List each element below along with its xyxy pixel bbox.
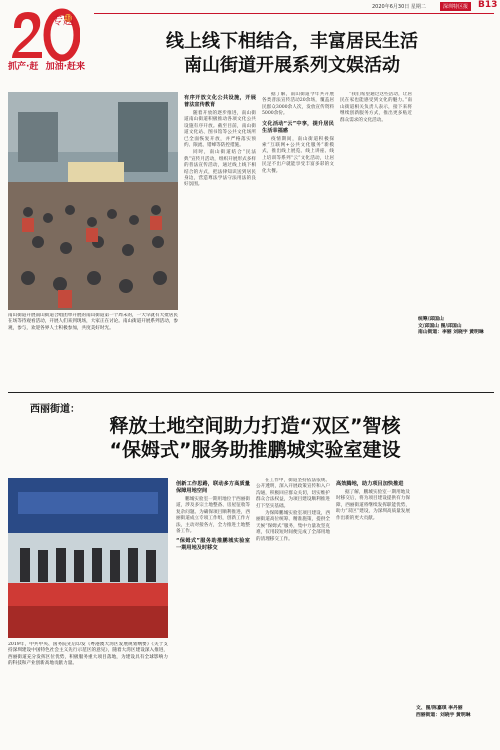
article1-photo-caption: 南山街道开展南山街道合唱团单开展的南山街道第一个周末的，一大早就有大批居民在场等待观看活动，开展人们来到现场，大家正在讨论。南山街道开展系列活动，参观，参与，欢迎各界人士积极参加，共度美好时光。	[8, 313, 178, 331]
article1-section2-heading: 文化活动“云”中享，提升居民生活幸福感	[262, 120, 334, 134]
article1-column-4	[418, 92, 494, 382]
article2-section2-heading: “保姆式”服务助推鹏城实验室一期用地及时移交	[176, 538, 250, 552]
brand-line-1: 抓产·赶	[8, 62, 39, 72]
article2-column-2	[256, 478, 330, 746]
article1-byline: 统筹/邱国山 文/邱国山 图/邱国山 南山街道：李丽 刘晓宇 黄明琳	[418, 317, 484, 335]
article1-s2-para2: “我们希望通过这些活动，让居民在家也能感受到文化的魅力。”南山街道相关负责人表示，接下来将继续创新服务方式，推出更多贴近群众需求的文化活动。	[340, 92, 412, 123]
article2-title-line1: 释放土地空间助力打造“双区”智核	[109, 415, 401, 437]
article2-title-line2: “保姆式”服务助推鹏城实验室建设	[109, 439, 401, 461]
article1-photo	[8, 92, 178, 310]
page-number: B13	[478, 0, 498, 10]
article1-s1-para3: 据了解，南山街道今年共开展各类普法宣传活动20余场，覆盖居民群众3000余人次，发放宣传资料5000余份。	[262, 92, 334, 117]
brand-tagline	[8, 62, 88, 73]
article1-section1-heading: 有序开放文化公共设施，开展普法宣传教育	[184, 95, 256, 108]
article2-byline: 文、图/陈嘉琪 李丹丽 西丽街道：刘晓宇 黄明琳	[416, 706, 471, 718]
article2-kicker: 西丽街道：	[30, 404, 80, 415]
article1-title	[92, 30, 492, 78]
article2-column-4	[416, 478, 494, 746]
article1-s2-para1: 疫情期间，南山街道积极探索“互联网+公共文化服务”新模式，推出线上展览、线上讲座、线上培训等系列“云”文化活动，让居民足不出户就能享受丰富多彩的文化大餐。	[262, 136, 334, 174]
brand-line-2: 加油·赶来	[45, 62, 85, 72]
header-rule	[94, 13, 494, 14]
article2-photo-caption: 2019年，中共中央、国务院先后印发《粤港澳大湾区发展规划纲要》《关于支持深圳建设中国特色社会主义先行示范区的意见》，随着大湾区建设深入推进，西丽街道充分发挥区位优势，积极服务重大项目落地，为建设具有全球影响力的科技和产业创新高地贡献力量。	[8, 642, 168, 667]
article2-column-1	[176, 478, 250, 746]
crowd-square-image	[8, 92, 178, 310]
article1-s1-para2: 同时，南山街道结合“民法典”宣传月活动，组织开展形式多样的普法宣传活动，通过线上线下相结合的方式，把法律知识送到居民身边，营造尊法学法守法用法的良好氛围。	[184, 150, 256, 188]
article2-column-3	[336, 478, 410, 746]
article2-s3-para1: 据了解，鹏城实验室一期用地及时移交后，将为项目建设提供有力保障，西丽街道将继续发挥职能优势，助力“双区”建设，为深圳高质量发展作出新的更大贡献。	[336, 490, 410, 521]
article1-column-3	[340, 92, 412, 382]
article1-title-line1: 线上线下相结合，丰富居民生活	[166, 31, 418, 52]
article2-section1-heading: 创新工作思路，联动多方高质量保障用地空间	[176, 481, 250, 494]
article2-photo	[8, 478, 168, 638]
article1-column-1	[184, 92, 256, 382]
article2-s2-para1: 为保障鹏城实验室项目建设，西丽街道高位统筹、精准施策，提供全天候“保姆式”服务，集中力量攻坚克难，仅用较短时间便完成了全部用地的清理移交工作。	[256, 511, 330, 542]
article2-title	[20, 414, 490, 462]
paper-tag: 深圳特区报	[440, 2, 471, 11]
article2-section3-heading: 高效腾地，助力项目加快推进	[336, 481, 404, 487]
topic-label: 专题	[52, 14, 74, 27]
article1-s1-para1: 随着开放的逐步推进，南山街道南山街道积极推动各项文化公共设施有序开放。截至目前，南山街道文化站、图书馆等公共文化场所已全面恢复开放，并严格落实预约、限流、错峰等防控措施。	[184, 111, 256, 149]
article1-column-2	[262, 92, 334, 382]
article2-s1-para2: 在工作中，街道坚持依法依规、公开透明，深入开展政策宣传和入户沟通，积极回应群众关切，切实维护群众合法权益，为项目建设顺利推进打下坚实基础。	[256, 478, 330, 509]
section-divider	[8, 392, 494, 393]
article2-s1-para1: 鹏城实验室一期用地位于西丽街道，涉及多宗土地整备、房屋征收等复杂问题。为确保项目顺利推进，西丽街道成立专项工作组，创新工作方法，主动对接各方，全力推进土地整备工作。	[176, 497, 250, 535]
date-line: 2020年6月30日 星期二	[372, 4, 426, 10]
article1-title-line2: 南山街道开展系列文娱活动	[184, 55, 400, 76]
ceremony-image	[8, 478, 168, 638]
